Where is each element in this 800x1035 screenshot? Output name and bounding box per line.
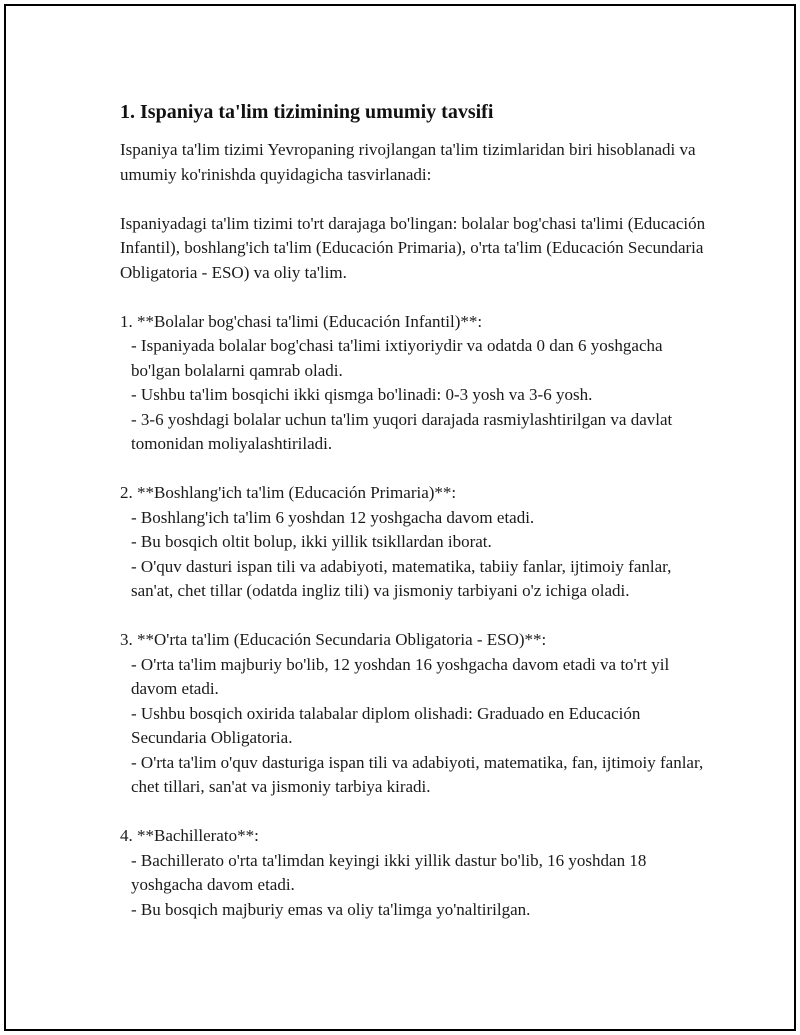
section-1 <box>120 310 710 457</box>
bullet-item: - Ushbu bosqich oxirida talabalar diplom olishadi: Graduado en Educación Secundaria Obligatoria. <box>131 703 641 747</box>
bullet-item: - Bu bosqich oltit bolup, ikki yillik tsikllardan iborat. <box>131 532 492 551</box>
overview-paragraph: Ispaniyadagi ta'lim tizimi to'rt darajaga bo'lingan: bolalar bog'chasi ta'limi (Educación Infantil), boshlang'ich ta'lim (Educación Primaria), o'rta ta'lim (Educación Secundaria Obligatoria - ESO) va oliy ta'lim. <box>120 213 706 282</box>
bullet-item: - O'quv dasturi ispan tili va adabiyoti, matematika, tabiiy fanlar, ijtimoiy fanlar, san'at, chet tillar (odatda ingliz tili) va jismoniy tarbiyani o'z ichiga oladi. <box>131 556 672 600</box>
section-heading: 1. **Bolalar bog'chasi ta'limi (Educación Infantil)**: <box>120 311 483 331</box>
document-title: 1. Ispaniya ta'lim tizimining umumiy tavsifi <box>120 101 494 123</box>
section-4 <box>120 824 710 922</box>
bullet-item: - Bachillerato o'rta ta'limdan keyingi ikki yillik dastur bo'lib, 16 yoshdan 18 yoshgacha davom etadi. <box>131 850 647 894</box>
intro-paragraph: Ispaniya ta'lim tizimi Yevropaning rivojlangan ta'lim tizimlaridan biri hisoblanadi va umumiy ko'rinishda quyidagicha tasvirlanadi: <box>120 140 696 184</box>
section-heading: 4. **Bachillerato**: <box>120 826 259 845</box>
bullet-item: - O'rta ta'lim majburiy bo'lib, 12 yoshdan 16 yoshgacha davom etadi va to'rt yil davom etadi. <box>131 654 670 698</box>
page-frame <box>4 4 796 1031</box>
bullet-item: - 3-6 yoshdagi bolalar uchun ta'lim yuqori darajada rasmiylashtirilgan va davlat tomonidan moliyalashtiriladi. <box>131 409 673 453</box>
bullet-item: - Boshlang'ich ta'lim 6 yoshdan 12 yoshgacha davom etadi. <box>131 507 535 527</box>
bullet-item: - Bu bosqich majburiy emas va oliy ta'limga yo'naltirilgan. <box>131 899 531 919</box>
bullet-item: - O'rta ta'lim o'quv dasturiga ispan tili va adabiyoti, matematika, fan, ijtimoiy fanlar, chet tillari, san'at va jismoniy tarbiya kiradi. <box>131 752 704 796</box>
bullet-item: - Ispaniyada bolalar bog'chasi ta'limi ixtiyoriydir va odatda 0 dan 6 yoshgacha bo'lgan bolalarni qamrab oladi. <box>131 336 663 380</box>
section-3 <box>120 628 710 800</box>
section-2 <box>120 481 710 604</box>
document-body <box>120 98 710 947</box>
section-heading: 3. **O'rta ta'lim (Educación Secundaria Obligatoria - ESO)**: <box>120 630 547 649</box>
section-heading: 2. **Boshlang'ich ta'lim (Educación Primaria)**: <box>120 483 457 502</box>
bullet-item: - Ushbu ta'lim bosqichi ikki qismga bo'linadi: 0-3 yosh va 3-6 yosh. <box>131 385 593 404</box>
